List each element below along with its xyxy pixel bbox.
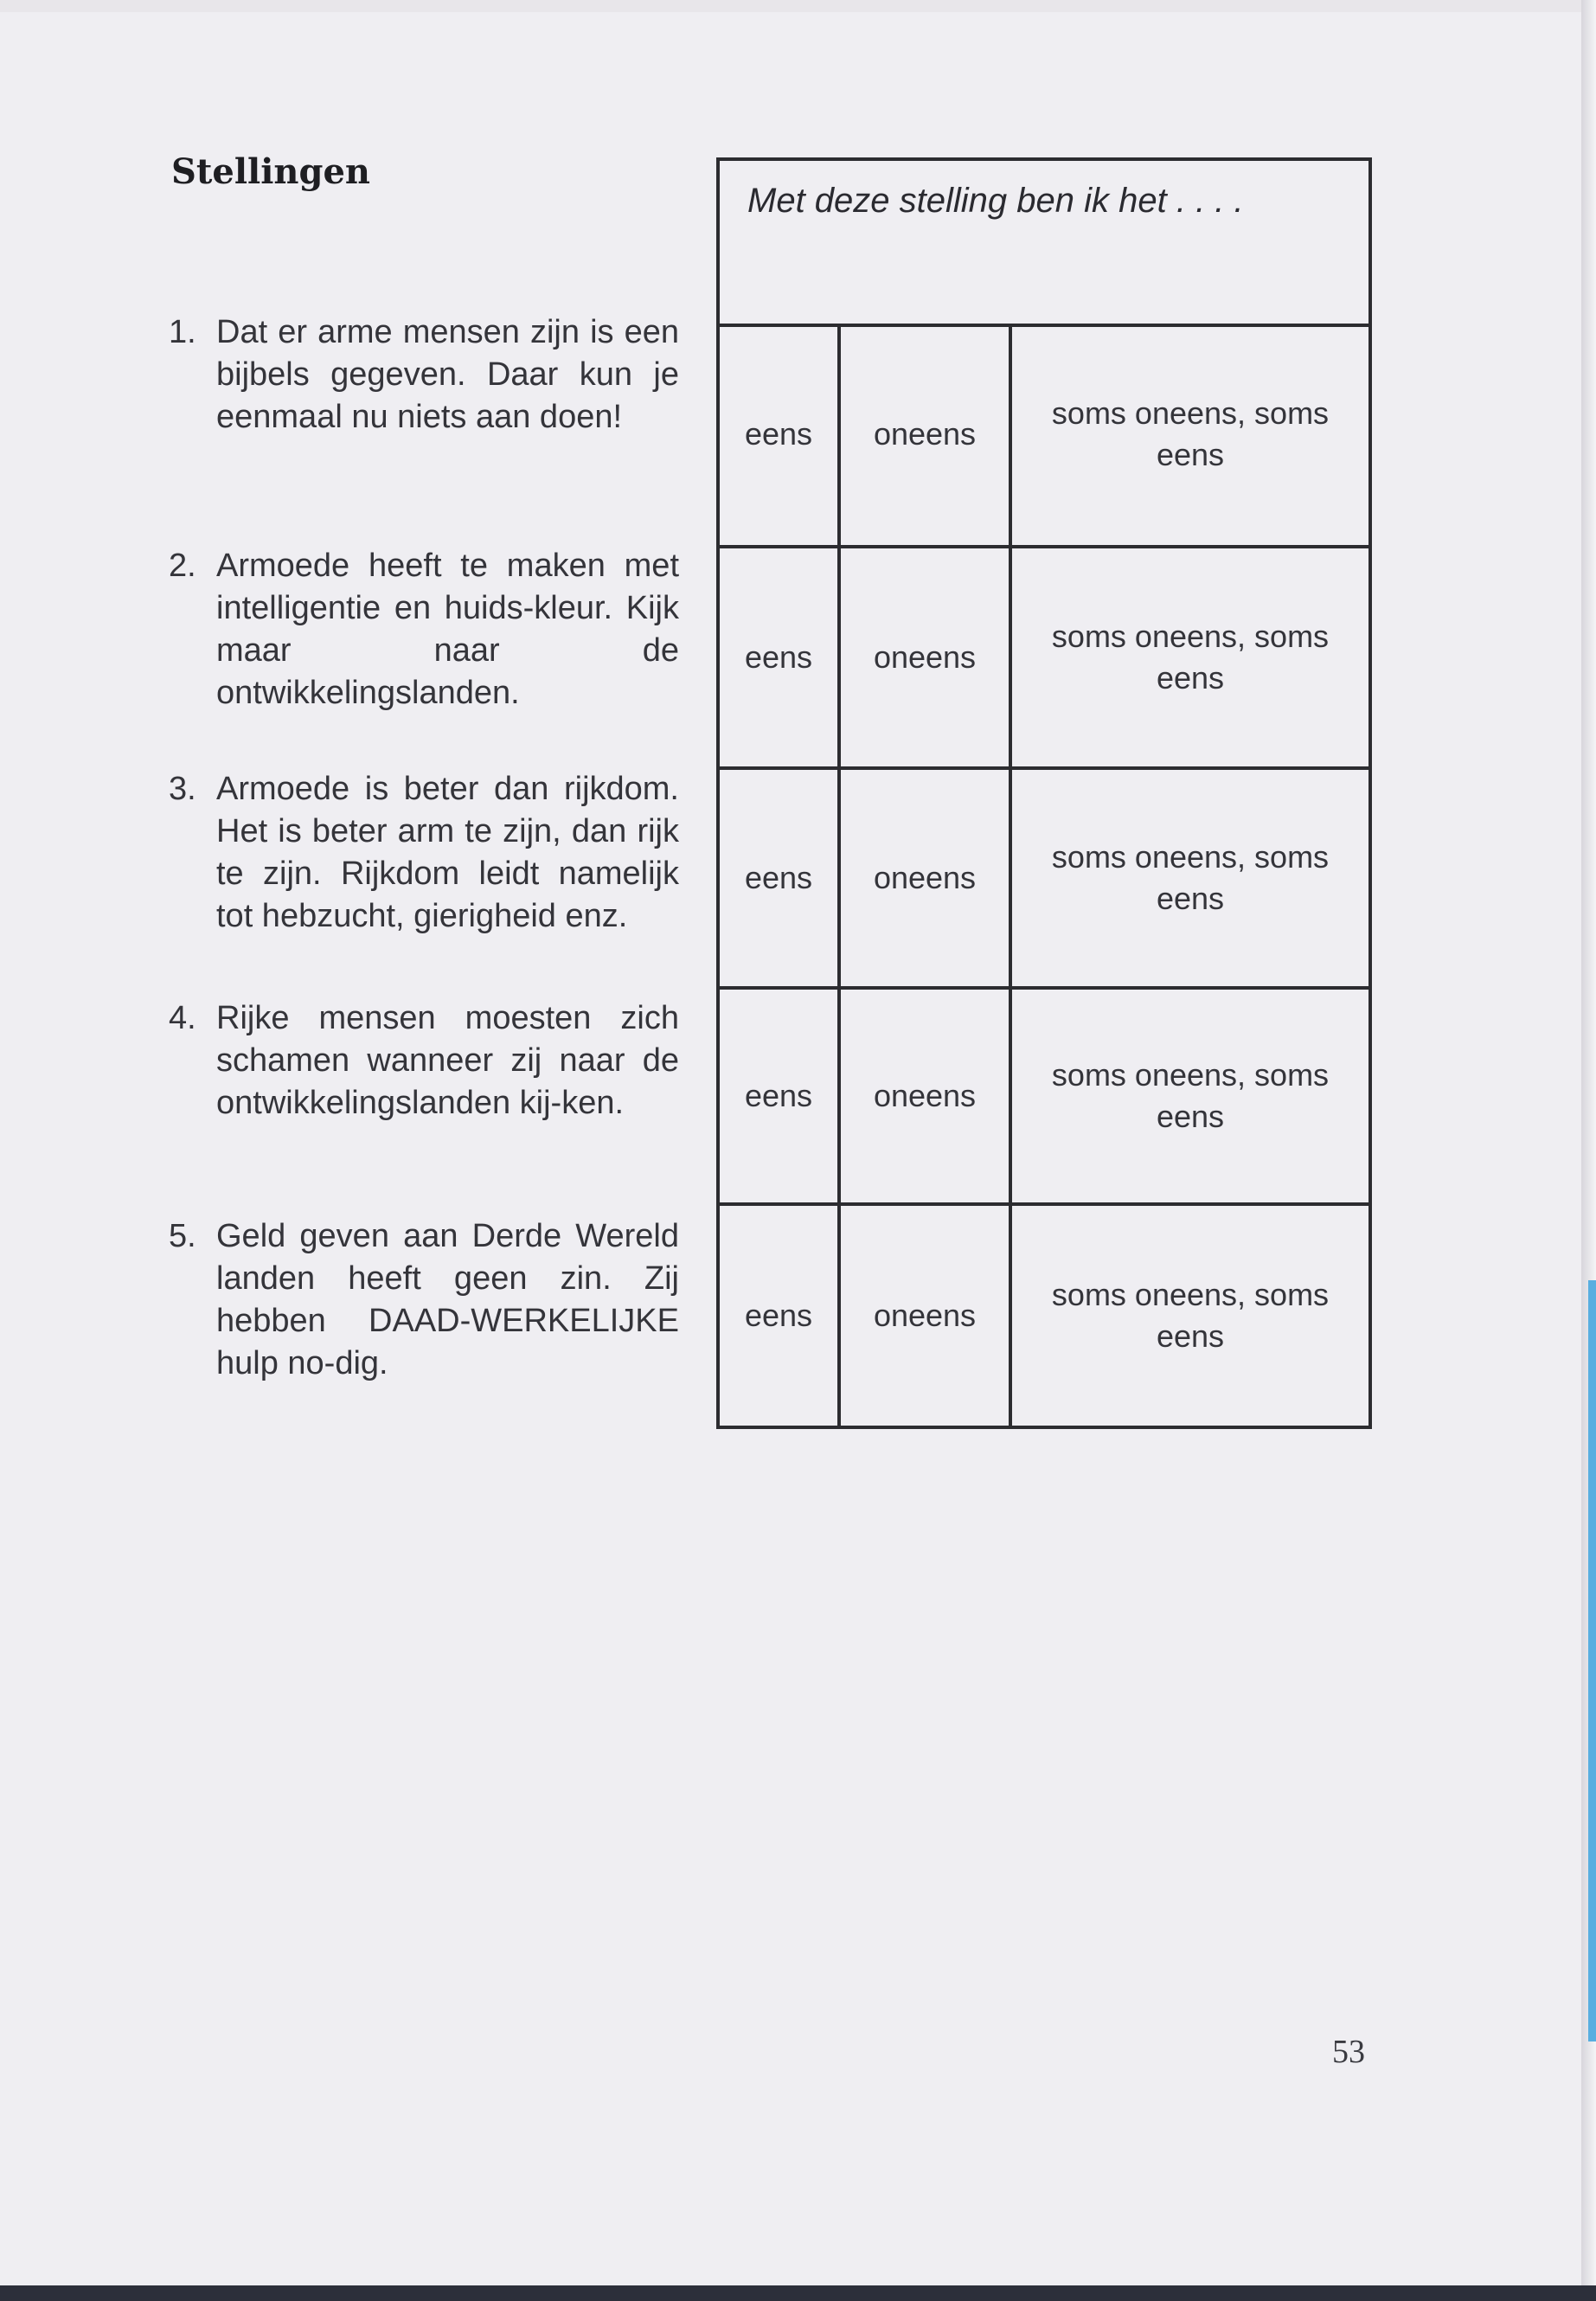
option-soms-oneens-soms-eens[interactable]: soms oneens, soms eens [1051, 395, 1330, 472]
answer-row-5 [720, 1202, 1368, 1426]
option-oneens[interactable]: oneens [841, 990, 1012, 1202]
option-soms-oneens-soms-eens[interactable]: soms oneens, soms eens [1051, 1277, 1330, 1354]
statement-number: 2. [169, 548, 196, 584]
statement-text: Rijke mensen moesten zich schamen wanneer zij naar de ontwikkelingslanden kij-ken. [216, 1000, 679, 1121]
answer-table [716, 157, 1372, 1429]
next-page-color-strip [1588, 1280, 1596, 2041]
option-oneens[interactable]: oneens [841, 770, 1012, 986]
option-oneens[interactable]: oneens [841, 324, 1012, 545]
statement-number: 4. [169, 1000, 196, 1036]
statement-text: Armoede heeft te maken met intelligentie en huids-kleur. Kijk maar naar de ontwikkelingslanden. [216, 548, 679, 711]
page-title: Stellingen [171, 151, 370, 192]
statement-text: Armoede is beter dan rijkdom. Het is beter arm te zijn, dan rijk te zijn. Rijkdom leidt namelijk tot hebzucht, gierigheid enz. [216, 771, 679, 934]
page-number: 53 [1332, 2034, 1365, 2070]
statement-number: 5. [169, 1218, 196, 1254]
option-soms-oneens-soms-eens[interactable]: soms oneens, soms eens [1051, 1057, 1330, 1134]
page-bottom-edge [0, 2285, 1596, 2301]
statement-2 [169, 545, 679, 715]
answer-row-3 [720, 766, 1368, 986]
statement-number: 1. [169, 314, 196, 350]
statement-text: Geld geven aan Derde Wereld landen heeft geen zin. Zij hebben DAAD-WERKELIJKE hulp no-dig. [216, 1218, 679, 1381]
answer-row-1 [720, 324, 1368, 545]
option-oneens[interactable]: oneens [841, 548, 1012, 766]
statement-text: Dat er arme mensen zijn is een bijbels gegeven. Daar kun je eenmaal nu niets aan doen! [216, 314, 679, 435]
option-eens[interactable]: eens [720, 1206, 841, 1426]
option-oneens[interactable]: oneens [841, 1206, 1012, 1426]
table-header [720, 161, 1368, 327]
statement-1 [169, 311, 679, 439]
option-soms-oneens-soms-eens[interactable]: soms oneens, soms eens [1051, 619, 1330, 695]
option-eens[interactable]: eens [720, 548, 841, 766]
option-eens[interactable]: eens [720, 324, 841, 545]
answer-row-2 [720, 545, 1368, 766]
statement-5 [169, 1215, 679, 1385]
statement-3 [169, 768, 679, 938]
answer-row-4 [720, 986, 1368, 1202]
statement-number: 3. [169, 771, 196, 807]
table-header-text: Met deze stelling ben ik het . . . . [747, 182, 1244, 220]
option-soms-oneens-soms-eens[interactable]: soms oneens, soms eens [1051, 839, 1330, 916]
statement-4 [169, 997, 679, 1125]
option-eens[interactable]: eens [720, 990, 841, 1202]
option-eens[interactable]: eens [720, 770, 841, 986]
